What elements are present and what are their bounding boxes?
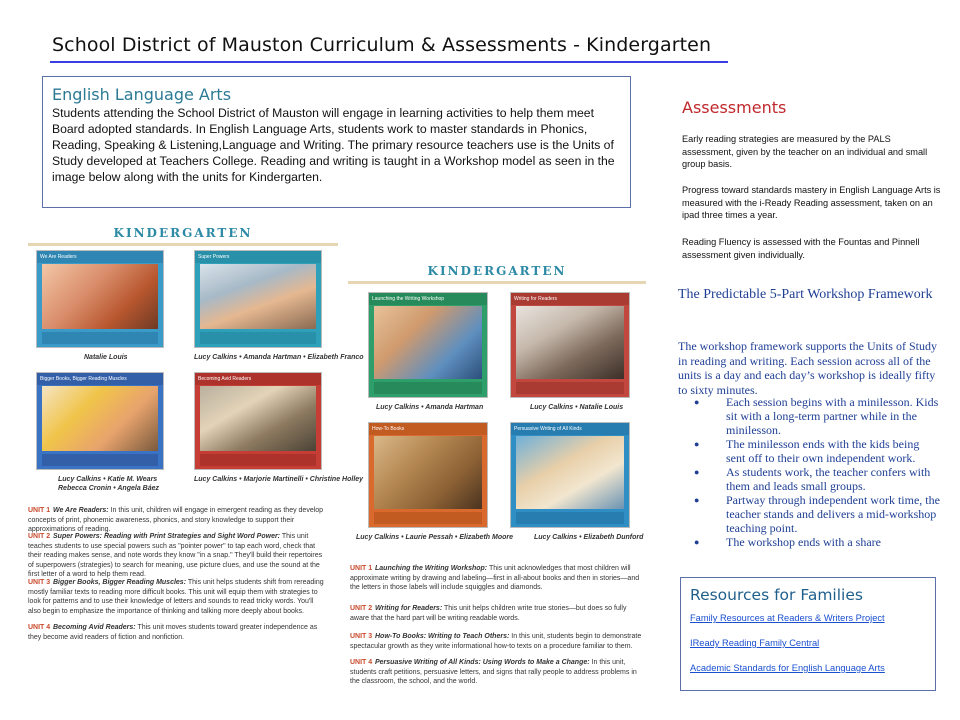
unit-name: How-To Books: Writing to Teach Others: — [375, 633, 510, 640]
writing-unit-4 — [350, 658, 644, 687]
unit-name: Persuasive Writing of All Kinds: Using Words to Make a Change: — [375, 659, 590, 666]
workshop-step: ● Each session begins with a minilesson. Kids sit with a long-term partner while in the minilesson. — [690, 395, 940, 437]
unit-text: This unit moves students toward greater independence as they become avid readers of fiction and nonfiction. — [28, 624, 318, 641]
book-footer — [374, 382, 482, 394]
reading-figure-rule — [28, 243, 338, 246]
writing-unit-3 — [350, 632, 644, 651]
book-cover-super-powers — [194, 250, 322, 348]
unit-text: This unit helps children write true stories—but does so fully aware that the hard part will be writing readable words. — [350, 605, 627, 622]
link-family-resources[interactable]: Family Resources at Readers & Writers Project — [690, 613, 885, 623]
unit-text: This unit acknowledges that most children will approximate writing by drawing and labeling—first in all-about books and then in stories—and the letters in those labels will include squiggles and diamonds. — [350, 565, 640, 591]
book-photo — [42, 386, 158, 451]
book-photo — [374, 436, 482, 509]
book-author: Natalie Louis — [84, 354, 128, 361]
book-cover-launching-writing — [368, 292, 488, 398]
link-iready-family-central[interactable]: IReady Reading Family Central — [690, 638, 820, 648]
unit-text: In this unit, students craft petitions, persuasive letters, and signs that rally people to address problems in the classroom, the school, and the world. — [350, 659, 637, 685]
book-footer — [200, 332, 316, 344]
unit-text: In this unit, children will engage in emergent reading as they develop concepts of print, phonemic awareness, phonics, and story knowledge to support their approximations of reading. — [28, 507, 324, 533]
page-title: School District of Mauston Curriculum & Assessments - Kindergarten — [52, 34, 712, 56]
writing-unit-1 — [350, 564, 644, 593]
unit-tag: UNIT 2 — [350, 605, 373, 612]
book-author: Lucy Calkins • Amanda Hartman — [376, 404, 484, 411]
unit-tag: UNIT 1 — [350, 565, 373, 572]
book-title: Persuasive Writing of All Kinds — [511, 423, 629, 435]
book-author: Lucy Calkins • Amanda Hartman • Elizabeth Franco — [194, 354, 364, 361]
ela-heading: English Language Arts — [52, 85, 232, 104]
book-footer — [374, 512, 482, 524]
book-photo — [200, 264, 316, 329]
book-footer — [516, 382, 624, 394]
unit-tag: UNIT 4 — [350, 659, 373, 666]
book-photo — [374, 306, 482, 379]
book-cover-writing-for-readers — [510, 292, 630, 398]
book-photo — [42, 264, 158, 329]
book-author: Lucy Calkins • Marjorie Martinelli • Christine Holley — [194, 476, 364, 483]
unit-tag: UNIT 4 — [28, 624, 51, 631]
book-author: Lucy Calkins • Laurie Pessah • Elizabeth Moore — [356, 534, 514, 541]
reading-unit-3 — [28, 578, 328, 616]
assessment-fluency: Reading Fluency is assessed with the Fountas and Pinnell assessment given individually. — [682, 237, 920, 260]
book-title: Super Powers — [195, 251, 321, 263]
writing-units-figure — [348, 264, 646, 696]
book-footer — [516, 512, 624, 524]
book-footer — [42, 332, 158, 344]
unit-name: Becoming Avid Readers: — [53, 624, 136, 631]
assessment-iready: Progress toward standards mastery in English Language Arts is measured with the i-Ready Reading assessment, taken on an ipad three times a year. — [682, 185, 941, 220]
book-title: Launching the Writing Workshop — [369, 293, 487, 305]
link-academic-standards[interactable]: Academic Standards for English Language Arts — [690, 663, 885, 673]
writing-figure-heading: KINDERGARTEN — [427, 264, 567, 278]
unit-text: In this unit, students begin to demonstrate spectacular growth as they write informational how-to texts on a procedure familiar to them. — [350, 633, 642, 650]
unit-tag: UNIT 2 — [28, 533, 51, 540]
book-cover-bigger-books — [36, 372, 164, 470]
workshop-step: ● Partway through independent work time, the teacher stands and delivers a mid-workshop teaching point. — [690, 493, 940, 535]
ela-section — [42, 76, 631, 208]
assessment-pals: Early reading strategies are measured by the PALS assessment, given by the teacher on an individual and small group basis. — [682, 134, 928, 169]
workshop-intro: The workshop framework supports the Units of Study in reading and writing. Each session across all of the units is a day and each day’s workshop is ideally fifty to sixty minutes. — [678, 339, 937, 397]
book-title: How-To Books — [369, 423, 487, 435]
unit-text: This unit helps students shift from rereading mostly familiar texts to reading more difficult books. This unit will equip them with strategies to look for patterns and to use their knowledge of letters and sounds to read tricky words. You'll also begin to emphasize the importance of thinking and talking more deeply about books. — [28, 579, 324, 615]
assessments-heading: Assessments — [682, 98, 787, 117]
book-footer — [42, 454, 158, 466]
unit-tag: UNIT 1 — [28, 507, 51, 514]
unit-name: Writing for Readers: — [375, 605, 443, 612]
writing-unit-2 — [350, 604, 644, 623]
book-photo — [200, 386, 316, 451]
workshop-step: ● As students work, the teacher confers with them and leads small groups. — [690, 465, 940, 493]
reading-unit-4 — [28, 623, 328, 642]
unit-name: We Are Readers: — [53, 507, 109, 514]
reading-units-figure — [28, 226, 364, 696]
resources-heading: Resources for Families — [690, 586, 863, 604]
book-footer — [200, 454, 316, 466]
book-cover-persuasive-writing — [510, 422, 630, 528]
book-author: Lucy Calkins • Katie M. Wears — [58, 476, 158, 483]
unit-name: Super Powers: Reading with Print Strategies and Sight Word Power: — [53, 533, 281, 540]
writing-figure-rule — [348, 281, 646, 284]
workshop-step: ● The minilesson ends with the kids being sent off to their own independent work. — [690, 437, 940, 465]
book-author-second-line: Rebecca Cronin • Angela Báez — [58, 485, 159, 492]
book-title: Bigger Books, Bigger Reading Muscles — [37, 373, 163, 385]
book-author: Lucy Calkins • Elizabeth Dunford — [534, 534, 644, 541]
book-cover-avid-readers — [194, 372, 322, 470]
workshop-title: The Predictable 5-Part Workshop Framework — [678, 287, 933, 302]
book-cover-we-are-readers — [36, 250, 164, 348]
title-rule — [50, 61, 728, 63]
ela-body: Students attending the School District of Mauston will engage in learning activities to help them meet Board adopted standards. In English Language Arts, students work to master standards in Phonics, Reading, Speaking & Listening,Language and Writing. The primary resource teachers use is the Units of Study developed at Teachers College. Reading and writing is taught in a Workshop model as seen in the image below along with the units for Kindergarten. — [52, 106, 615, 184]
book-title: Writing for Readers — [511, 293, 629, 305]
workshop-step: ● The workshop ends with a share — [690, 535, 940, 549]
resources-section — [680, 577, 936, 691]
reading-unit-1 — [28, 506, 328, 535]
unit-name: Bigger Books, Bigger Reading Muscles: — [53, 579, 187, 586]
book-title: We Are Readers — [37, 251, 163, 263]
unit-text: This unit teaches students to use special powers such as "pointer power" to tap each word, check that their reading makes sense, and note words they know "in a snap." They'll build their repertoires of superpowers (strategies) to search for meaning, use picture clues, and use the sound at the first letter of a word to help them read. — [28, 533, 323, 578]
reading-unit-2 — [28, 532, 328, 580]
reading-figure-heading: KINDERGARTEN — [113, 226, 253, 240]
book-cover-how-to-books — [368, 422, 488, 528]
unit-tag: UNIT 3 — [350, 633, 373, 640]
book-photo — [516, 436, 624, 509]
book-author: Lucy Calkins • Natalie Louis — [530, 404, 624, 411]
workshop-steps — [690, 395, 940, 549]
unit-name: Launching the Writing Workshop: — [375, 565, 488, 572]
unit-tag: UNIT 3 — [28, 579, 51, 586]
book-title: Becoming Avid Readers — [195, 373, 321, 385]
book-photo — [516, 306, 624, 379]
